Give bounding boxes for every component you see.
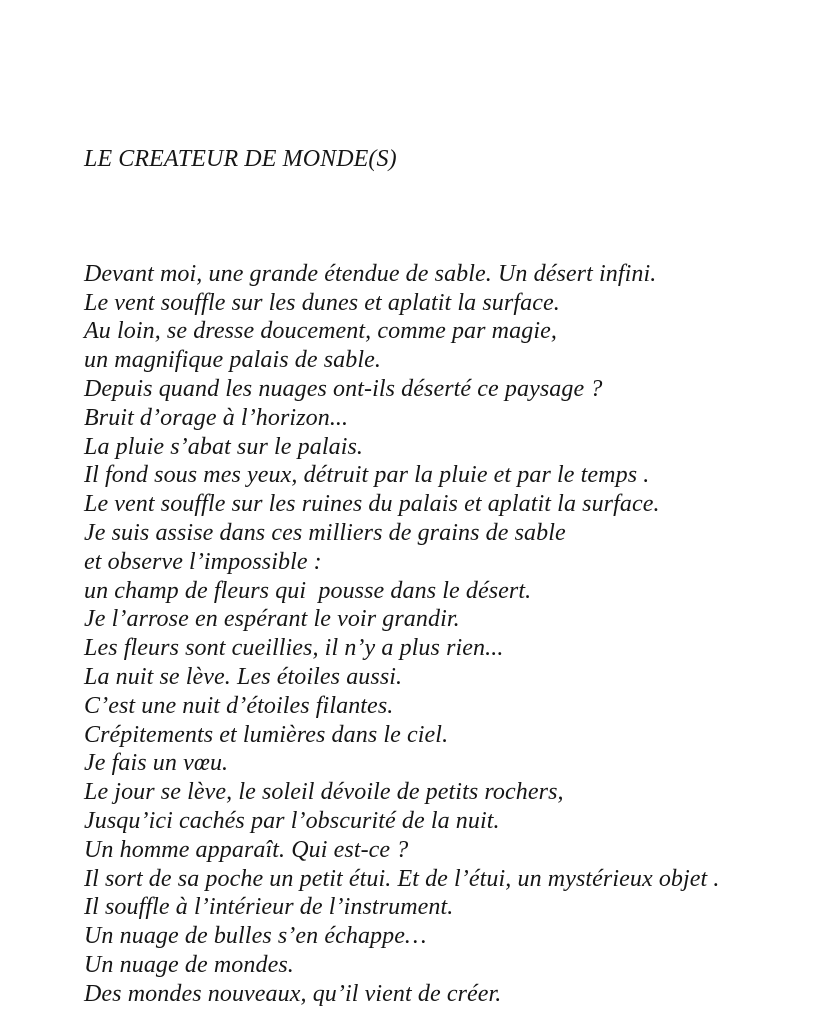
poem-line: Le jour se lève, le soleil dévoile de petits rochers, — [84, 779, 564, 806]
poem-line: Il sort de sa poche un petit étui. Et de l’étui, un mystérieux objet . — [84, 865, 720, 892]
poem-line: Un nuage de bulles s’en échappe… — [84, 923, 427, 950]
poem-line: Un homme apparaît. Qui est-ce ? — [84, 836, 409, 863]
poem-line: Au loin, se dresse doucement, comme par magie, — [84, 318, 557, 345]
poem-line: Je fais un vœu. — [84, 750, 229, 777]
poem-line: Depuis quand les nuages ont-ils déserté ce paysage ? — [84, 375, 603, 402]
poem-line: Le vent souffle sur les ruines du palais et aplatit la surface. — [84, 491, 660, 518]
poem-line: Il fond sous mes yeux, détruit par la pluie et par le temps . — [84, 462, 650, 489]
poem-line: C’est une nuit d’étoiles filantes. — [84, 692, 394, 719]
poem-line: un champ de fleurs qui pousse dans le désert. — [84, 577, 532, 604]
poem-line: Devant moi, une grande étendue de sable. Un désert infini. — [84, 260, 657, 287]
poem-line: La pluie s’abat sur le palais. — [84, 433, 364, 460]
poem-line: Un nuage de mondes. — [84, 951, 294, 978]
poem-line: Bruit d’orage à l’horizon... — [84, 404, 349, 431]
poem-line: Le vent souffle sur les dunes et aplatit la surface. — [84, 289, 560, 316]
poem-body — [84, 260, 795, 1009]
document-title: LE CREATEUR DE MONDE(S) — [84, 145, 397, 172]
poem-line: Jusqu’ici cachés par l’obscurité de la nuit. — [84, 807, 500, 834]
poem-line: et observe l’impossible : — [84, 548, 322, 575]
poem-line: Crépitements et lumières dans le ciel. — [84, 721, 449, 748]
poem-line: La nuit se lève. Les étoiles aussi. — [84, 663, 403, 690]
poem-line: Les fleurs sont cueillies, il n’y a plus rien... — [84, 635, 504, 662]
poem-line: un magnifique palais de sable. — [84, 347, 381, 374]
poem-line: Des mondes nouveaux, qu’il vient de créer. — [84, 980, 502, 1007]
poem-line: Je suis assise dans ces milliers de grains de sable — [84, 519, 566, 546]
poem-line: Il souffle à l’intérieur de l’instrument. — [84, 894, 454, 921]
poem-line: Je l’arrose en espérant le voir grandir. — [84, 606, 460, 633]
poem-content — [84, 87, 795, 1024]
